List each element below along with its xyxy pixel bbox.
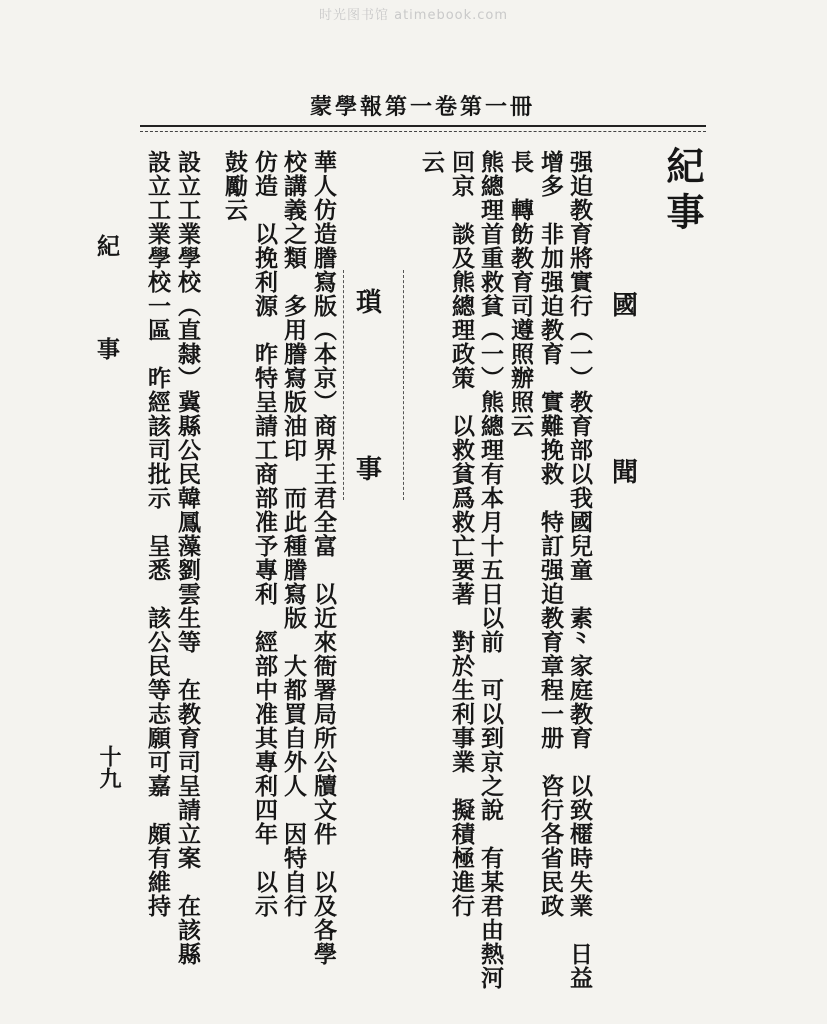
margin-char: 事 [97, 336, 120, 363]
text-column: 增多 非加强迫教育 實難挽救 特訂强迫教育章程一册 咨行各省民政 [537, 150, 564, 918]
page-number: 十九 [96, 745, 122, 789]
watermark: 时光图书馆 atimebook.com [318, 8, 509, 23]
margin-gap [97, 261, 120, 331]
running-header: 蒙學報第一卷第一冊 [310, 94, 536, 120]
text-column: 云 [418, 150, 445, 174]
text-column: 鼓勵云 [221, 150, 248, 222]
heading-guowen [612, 285, 638, 489]
text-column: 設立工業學校一區 昨經該司批示 呈悉 該公民等志願可嘉 頗有維持 [144, 150, 171, 918]
heading-gap [356, 319, 382, 449]
heading-char: 事 [356, 455, 383, 485]
section-title: 紀事 [660, 146, 705, 238]
heading-ornament-left [343, 270, 344, 500]
text-column: 華人仿造謄寫版（本京）商界王君全富 以近來衙署局所公牘文件 以及各學 [310, 150, 337, 966]
heading-char: 瑣 [356, 288, 383, 318]
text-column: 仿造 以挽利源 昨特呈請工商部准予專利 經部中准其專利四年 以示 [251, 150, 278, 918]
heading-char: 聞 [612, 458, 639, 488]
text-column: 强迫教育將實行（一）教育部以我國兒童 素⺀家庭教育 以致𣘗時失業 日益 [566, 150, 593, 990]
heading-gap [612, 322, 638, 452]
header-rule-solid [140, 125, 706, 127]
margin-label [97, 228, 120, 364]
text-column: 設立工業學校（直隸）冀縣公民韓鳳藻劉雲生等 在教育司呈請立案 在該縣 [174, 150, 201, 966]
heading-suoshi [356, 282, 382, 486]
text-column: 校講義之類 多用謄寫版油印 而此種謄寫版 大都買自外人 因特自行 [280, 150, 307, 918]
text-column: 回京 談及熊總理政策 以救貧爲救亡要著 對於生利事業 擬積極進行 [448, 150, 475, 918]
text-column: 熊總理首重救貧（一）熊總理有本月十五日以前 可以到京之說 有某君由熱河 [477, 150, 504, 990]
text-column: 長 轉飭教育司遵照辦照云 [507, 150, 534, 438]
heading-ornament-right [403, 270, 404, 500]
heading-char: 國 [612, 291, 639, 321]
header-rule-dashed [140, 131, 706, 132]
margin-char: 紀 [97, 233, 120, 260]
